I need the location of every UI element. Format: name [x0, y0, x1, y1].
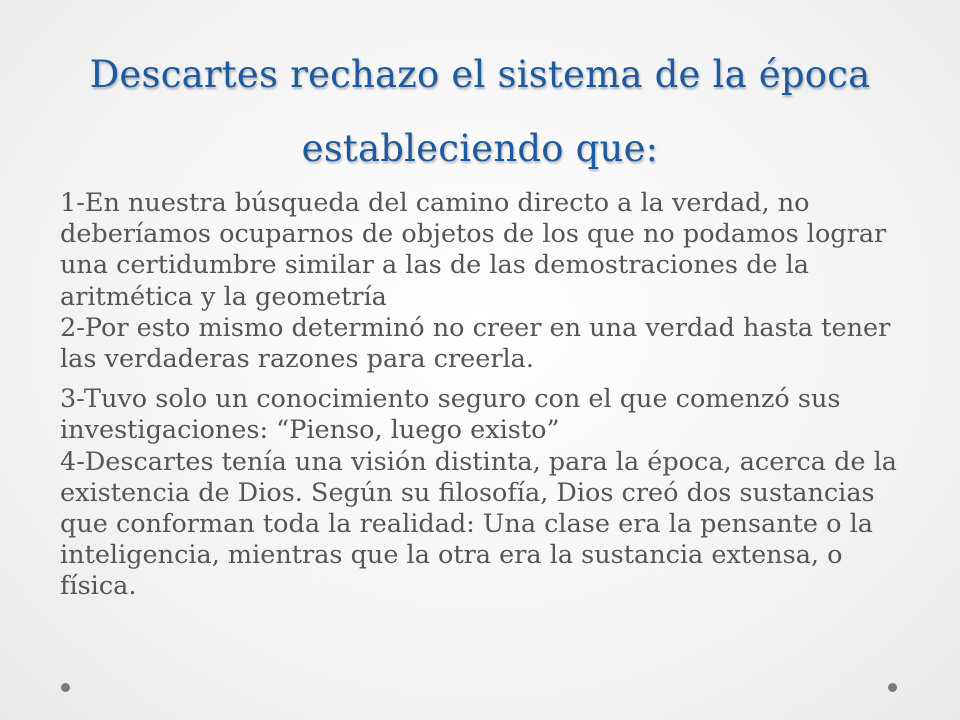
- point-4: 4-Descartes tenía una visión distinta, para la época, acerca de la existencia de Dios. Según su filosofía, Dios creó dos sustancias que conforman toda la realidad: Una clase era la pensante o la inteligencia, mientras que la otra era la sustancia extensa, o física.: [60, 446, 897, 602]
- point-1: 1-En nuestra búsqueda del camino directo a la verdad, no deberíamos ocuparnos de objetos de los que no podamos lograr una certidumbre similar a las de las demostraciones de la aritmética y la geometría: [60, 188, 887, 312]
- slide-title: Descartes rechazo el sistema de la época estableciendo que:: [89, 53, 871, 170]
- decorative-dot-right: [888, 683, 897, 692]
- decorative-dot-left: [61, 683, 70, 692]
- slide-body: [60, 188, 908, 603]
- point-3: 3-Tuvo solo un conocimiento seguro con el que comenzó sus investigaciones: “Pienso, luego existo”: [60, 384, 841, 446]
- point-2: 2-Por esto mismo determinó no creer en una verdad hasta tener las verdaderas razones para creerla.: [60, 312, 891, 375]
